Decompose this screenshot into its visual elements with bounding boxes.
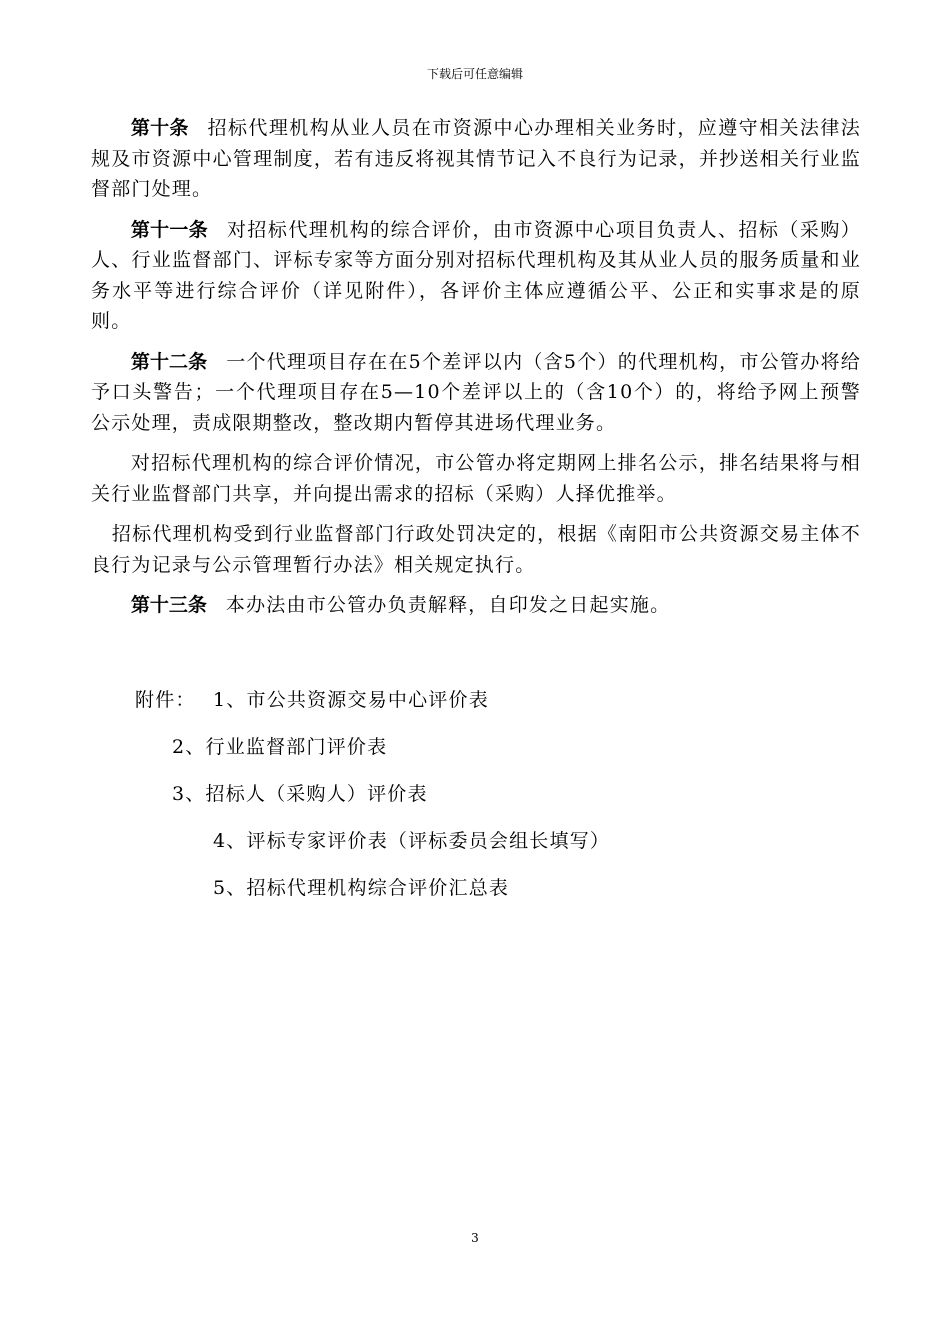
article-11: [91, 215, 861, 337]
article-label: 第十二条: [130, 350, 208, 373]
page-header: 下载后可任意编辑: [426, 67, 523, 81]
article-12: [91, 347, 861, 439]
article-text: 对招标代理机构的综合评价，由市资源中心项目负责人、招标（采购）人、行业监督部门、评标专家等方面分别对招标代理机构及其从业人员的服务质量和业务水平等进行综合评价（详见附件），各评价主体应遵循公平、公正和实事求是的原则。: [91, 218, 861, 332]
article-text: 本办法由市公管办负责解释，自印发之日起实施。: [225, 594, 671, 616]
page-number: 3: [471, 1231, 479, 1245]
attachment-item: 4、评标专家评价表（评标委员会组长填写）: [213, 830, 611, 852]
article-label: 第十三条: [130, 594, 207, 616]
article-text: 招标代理机构从业人员在市资源中心办理相关业务时，应遵守相关法律法规及市资源中心管理制度，若有违反将视其情节记入不良行为记录，并抄送相关行业监督部门处理。: [91, 117, 861, 200]
article-label: 第十一条: [130, 218, 208, 241]
paragraph-text: 对招标代理机构的综合评价情况，市公管办将定期网上排名公示，排名结果将与相关行业监督部门共享，并向提出需求的招标（采购）人择优推举。: [91, 452, 861, 505]
attachment-item: 5、招标代理机构综合评价汇总表: [213, 877, 510, 899]
paragraph-text: 招标代理机构受到行业监督部门行政处罚决定的，根据《南阳市公共资源交易主体不良行为记录与公示管理暂行办法》相关规定执行。: [91, 523, 861, 576]
article-text: 一个代理项目存在在5个差评以内（含5个）的代理机构，市公管办将给予口头警告；一个代理项目存在5—10个差评以上的（含10个）的，将给予网上预警公示处理，责成限期整改，整改期内暂停其进场代理业务。: [91, 350, 861, 434]
attachments-label: 附件：: [135, 689, 196, 711]
attachment-item: 3、招标人（采购人）评价表: [172, 783, 428, 805]
paragraph-ranking: [91, 448, 861, 509]
article-13: [91, 590, 861, 621]
paragraph-penalty: [91, 519, 861, 580]
document-body: [91, 113, 861, 631]
attachment-item: 1、市公共资源交易中心评价表: [213, 689, 489, 711]
article-10: [91, 113, 861, 205]
attachment-item: 2、行业监督部门评价表: [172, 736, 388, 758]
article-label: 第十条: [130, 117, 189, 139]
